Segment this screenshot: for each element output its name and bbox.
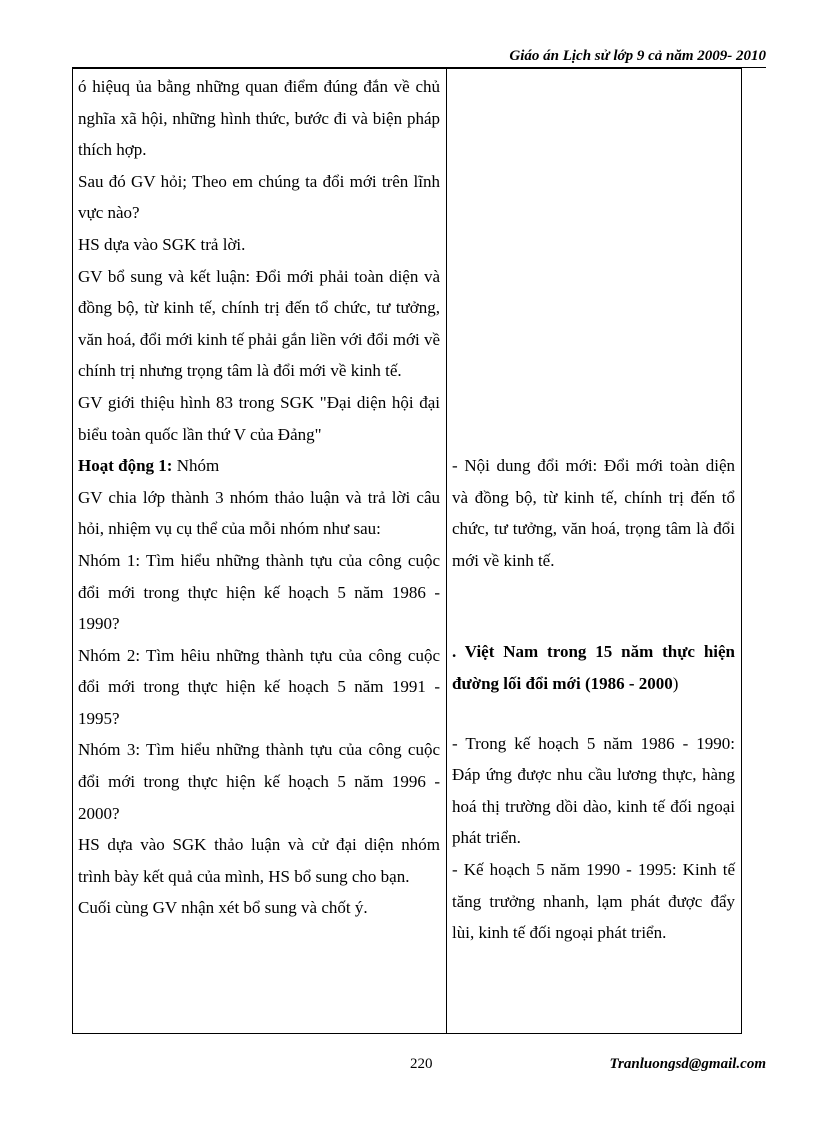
right-paragraph-plan-1986: - Trong kế hoạch 5 năm 1986 - 1990: Đáp ứng được nhu cầu lương thực, hàng hoá thị trường dồi dào, kinh tế đối ngoại phát triển. [452,733,735,848]
left-paragraph-conclusion: GV bổ sung và kết luận: Đổi mới phải toàn diện và đồng bộ, từ kinh tế, chính trị đến tổ chức, tư tưởng, văn hoá, đổi mới kinh tế phải gắn liền với đổi mới về chính trị nhưng trọng tâm là đổi mới về kinh tế. [78,266,440,381]
right-spacer-mid [452,576,735,636]
left-paragraph-hs-discussion: HS dựa vào SGK thảo luận và cử đại diện nhóm trình bày kết quả của mình, HS bổ sung cho bạn. [78,835,440,886]
left-paragraph-group-3: Nhóm 3: Tìm hiểu những thành tựu của công cuộc đổi mới trong thực hiện kế hoạch 5 năm 1996 - 2000? [78,740,440,823]
right-paragraph-content-summary: - Nội dung đổi mới: Đổi mới toàn diện và đồng bộ, từ kinh tế, chính trị đến tổ chức, tư tưởng, văn hoá, trọng tâm là đổi mới về kinh tế. [452,456,735,570]
activity-heading [78,450,440,482]
table-row [73,69,742,1034]
left-paragraph-question: Sau đó GV hỏi; Theo em chúng ta đổi mới trên lĩnh vực nào? [78,171,440,223]
section-heading-tail: ) [672,673,679,693]
right-spacer-lower [452,700,735,728]
section-heading-bold: . Việt Nam trong 15 năm thực hiện đường lối đổi mới (1986 - 2000 [452,642,735,693]
right-spacer-top [452,71,735,450]
left-paragraph-group-1: Nhóm 1: Tìm hiểu những thành tựu của công cuộc đổi mới trong thực hiện kế hoạch 5 năm 1986 - 1990? [78,550,440,634]
left-paragraph-intro: ó hiệuq ủa bằng những quan điểm đúng đắn về chủ nghĩa xã hội, những hình thức, bước đi và biện pháp thích hợp. [78,77,440,160]
page-number: 220 [410,1056,433,1072]
left-paragraph-figure-83: GV giới thiệu hình 83 trong SGK "Đại diện hội đại biểu toàn quốc lần thứ V của Đảng" [78,392,440,444]
right-paragraph-plan-1990: - Kế hoạch 5 năm 1990 - 1995: Kinh tế tăng trưởng nhanh, lạm phát được đẩy lùi, kinh tế đối ngoại phát triển. [452,859,735,943]
activity-heading-label: Hoạt động 1: [78,456,173,476]
activity-heading-text: Nhóm [172,456,220,476]
left-paragraph-final: Cuối cùng GV nhận xét bổ sung và chốt ý. [78,898,368,918]
page-header-title: Giáo án Lịch sử lớp 9 cả năm 2009- 2010 [509,48,766,64]
author-email: Tranluongsd@gmail.com [609,1056,766,1072]
left-paragraph-group-2: Nhóm 2: Tìm hêiu những thành tựu của công cuộc đổi mới trong thực hiện kế hoạch 5 năm 1991 - 1995? [78,645,440,728]
content-column [447,69,742,1034]
lesson-plan-table [72,68,742,1034]
left-paragraph-groups: GV chia lớp thành 3 nhóm thảo luận và trả lời câu hỏi, nhiệm vụ cụ thể của mỗi nhóm như sau: [78,487,440,539]
section-heading [452,636,735,699]
teacher-activity-column [73,69,447,1034]
left-paragraph-hs-answer: HS dựa vào SGK trả lời. [78,234,246,254]
